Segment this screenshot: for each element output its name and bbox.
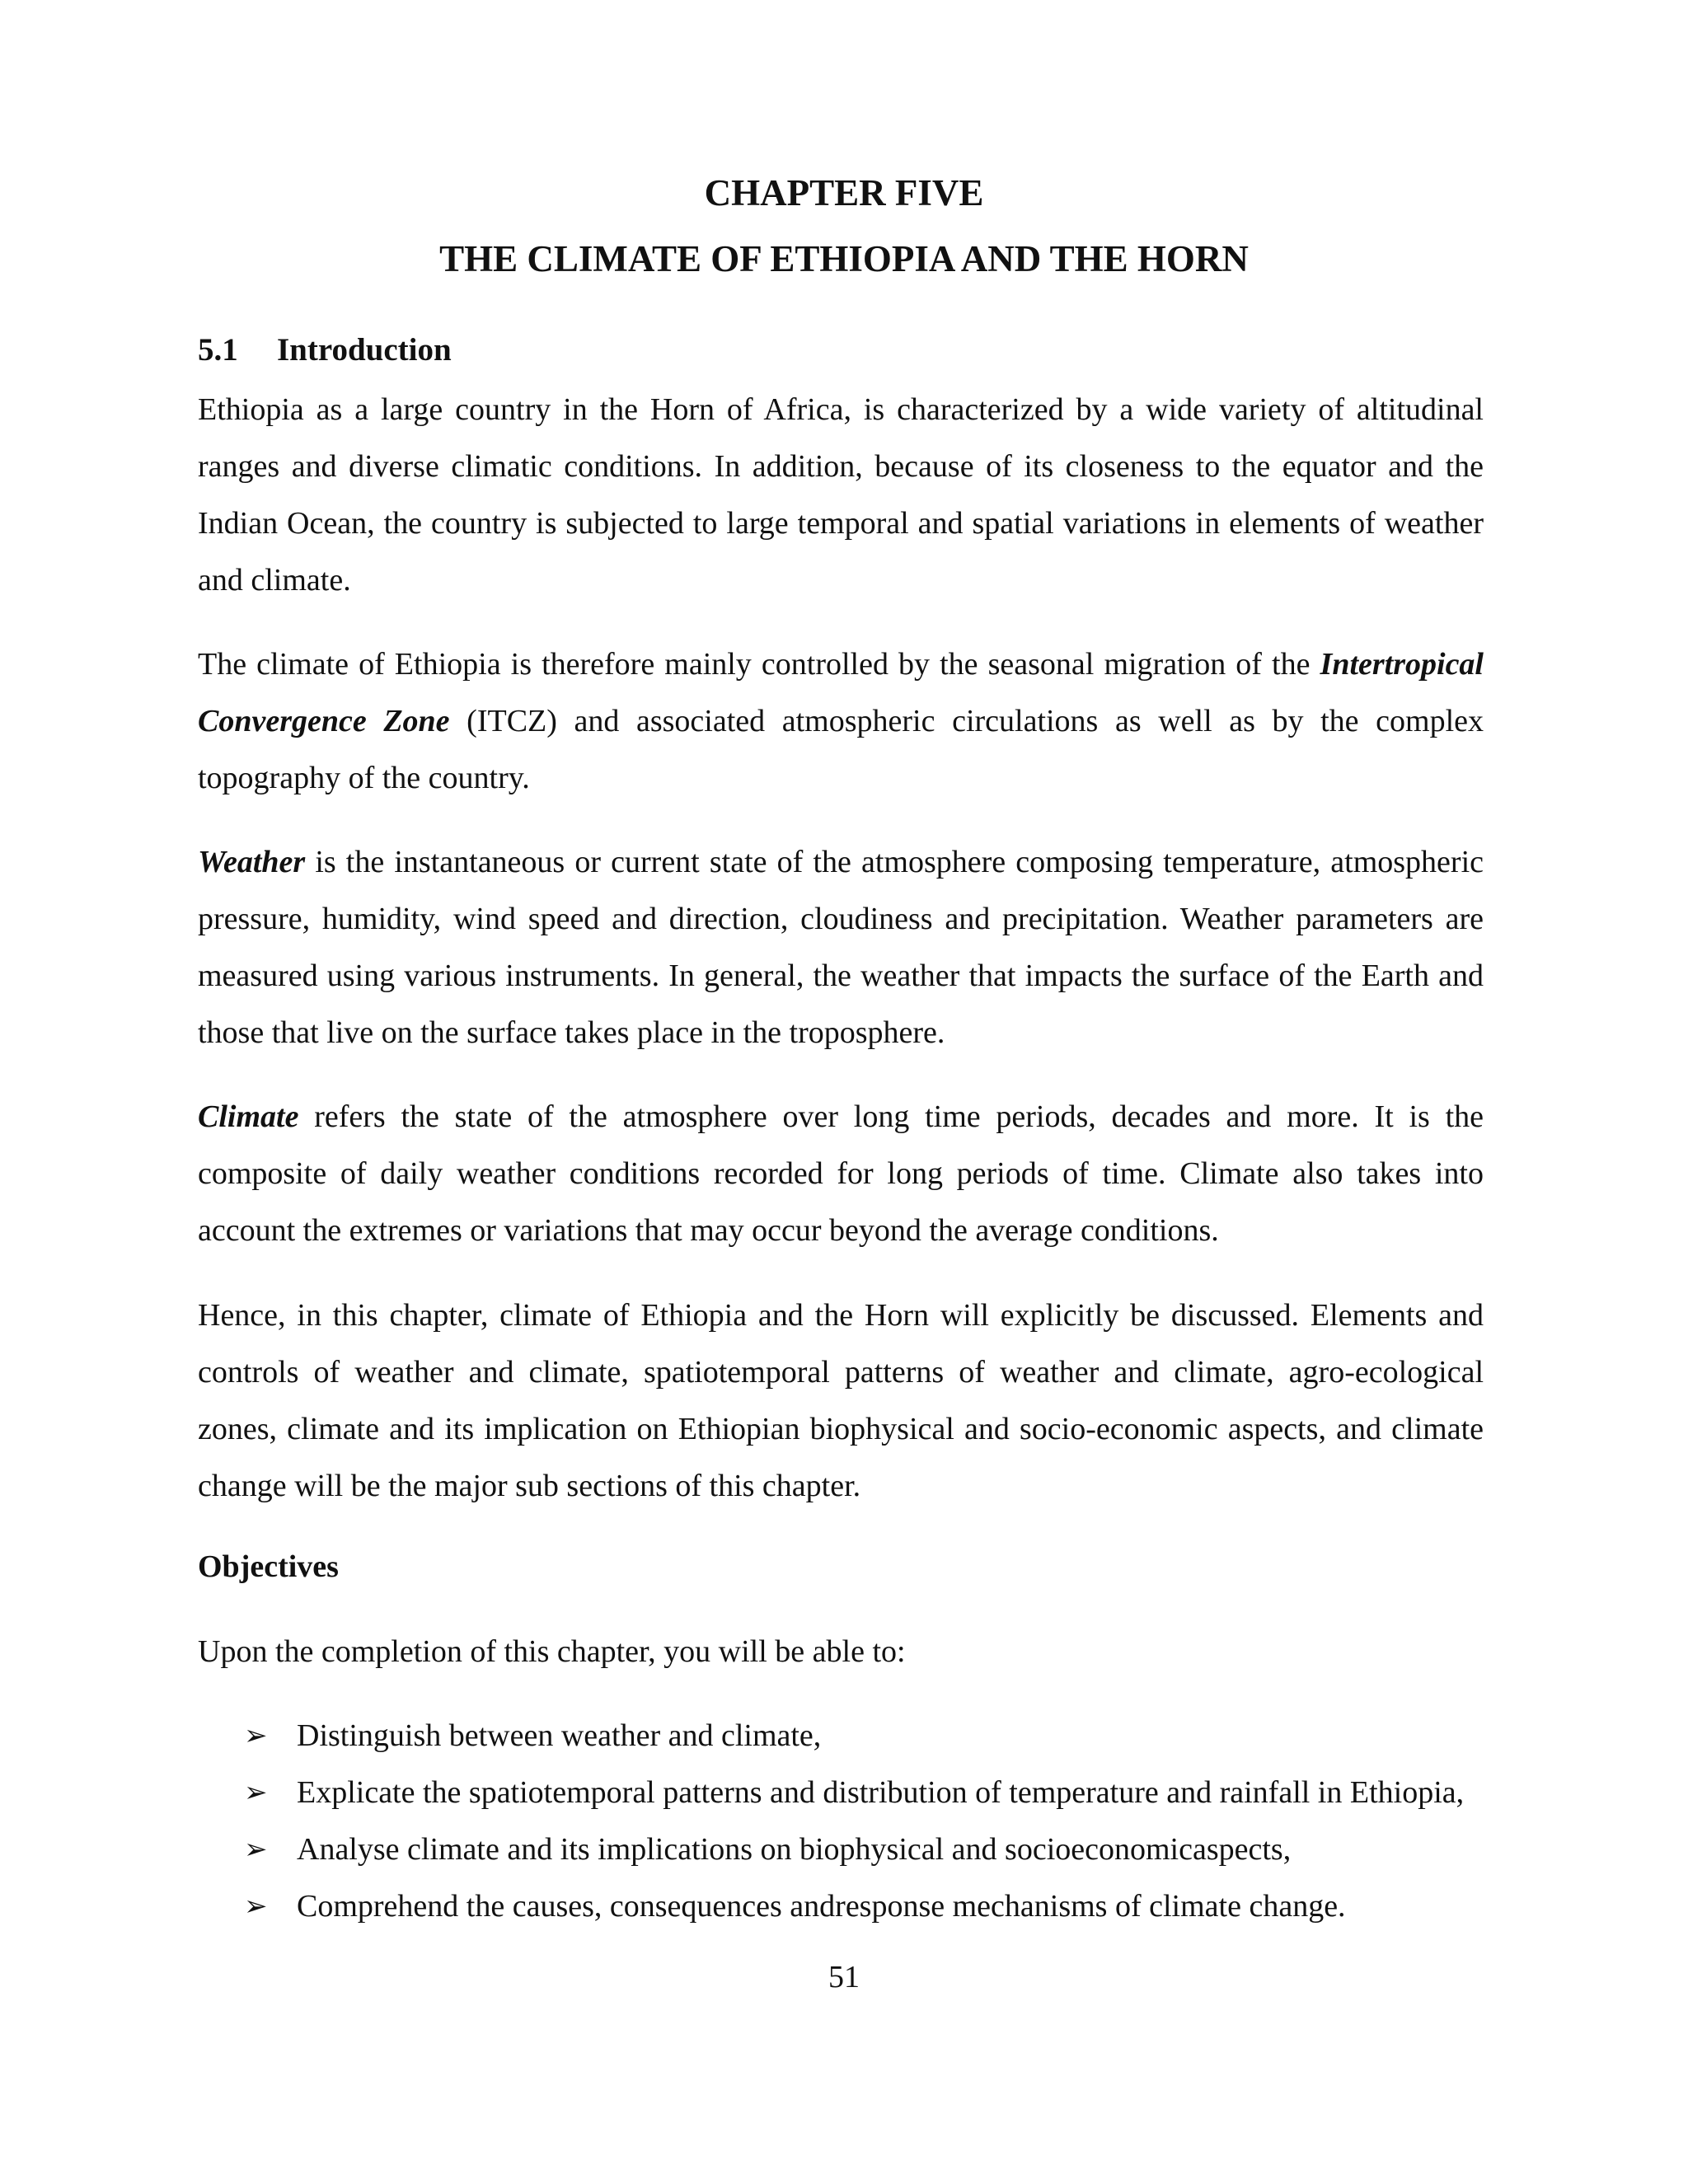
objectives-heading: Objectives: [198, 1549, 339, 1584]
paragraph-intro: Ethiopia as a large country in the Horn of Africa, is characterized by a wide variety of altitudinal ranges and diverse climatic conditions. In addition, because of its closeness to the equator and the Indian Ocean, the country is subjected to large temporal and spatial variations in elements of weather and climate.: [198, 392, 1484, 598]
objective-text: Distinguish between weather and climate,: [297, 1718, 822, 1753]
page-number: 51: [828, 1960, 860, 1994]
term-itcz: Intertropical Convergence Zone: [198, 647, 1484, 738]
paragraph-weather-rest: is the instantaneous or current state of the atmosphere composing temperature, atmospheric pressure, humidity, wind speed and direction, cloudiness and precipitation. Weather parameters are measured using various instruments. In general, the weather that impacts the surface of the Earth and those that live on the surface takes place in the troposphere.: [198, 845, 1484, 1050]
arrow-bullet-icon: ➢: [244, 1719, 268, 1752]
section-title: Introduction: [277, 332, 452, 368]
paragraph-itcz: [198, 636, 1484, 807]
objective-item: [198, 1878, 1484, 1935]
objectives-intro: Upon the completion of this chapter, you will be able to:: [198, 1634, 906, 1669]
paragraph-itcz-lead: The climate of Ethiopia is therefore mainly controlled by the seasonal migration of the: [198, 647, 1320, 682]
objective-item: [198, 1708, 1484, 1765]
chapter-title: THE CLIMATE OF ETHIOPIA AND THE HORN: [439, 238, 1249, 279]
arrow-bullet-icon: ➢: [244, 1776, 268, 1809]
section-number: 5.1: [198, 332, 238, 368]
objective-item: [198, 1765, 1484, 1821]
paragraph-chapter-scope: Hence, in this chapter, climate of Ethiopia and the Horn will explicitly be discussed. Elements and controls of weather and climate, spatiotemporal patterns of weather and climate, agro-ecological zones, climate and its implication on Ethiopian biophysical and socio-economic aspects, and climate change will be the major sub sections of this chapter.: [198, 1298, 1484, 1503]
arrow-bullet-icon: ➢: [244, 1890, 268, 1923]
paragraph-climate: [198, 1089, 1484, 1259]
paragraph-itcz-rest: (ITCZ) and associated atmospheric circulations as well as by the complex topography of the country.: [198, 704, 1484, 795]
objective-item: [198, 1821, 1484, 1878]
section-heading: [198, 334, 1484, 366]
objectives-list: [198, 1708, 1484, 1935]
term-climate: Climate: [198, 1099, 299, 1134]
objective-text: Analyse climate and its implications on biophysical and socioeconomicaspects,: [297, 1832, 1292, 1867]
objective-text: Comprehend the causes, consequences andresponse mechanisms of climate change.: [297, 1889, 1346, 1924]
arrow-bullet-icon: ➢: [244, 1833, 268, 1866]
paragraph-climate-rest: refers the state of the atmosphere over long time periods, decades and more. It is the composite of daily weather conditions recorded for long periods of time. Climate also takes into account the extremes or variations that may occur beyond the average conditions.: [198, 1099, 1484, 1248]
objective-text: Explicate the spatiotemporal patterns and distribution of temperature and rainfall in Ethiopia,: [297, 1775, 1465, 1810]
paragraph-weather: [198, 834, 1484, 1062]
chapter-number: CHAPTER FIVE: [704, 172, 984, 213]
term-weather: Weather: [198, 845, 306, 879]
